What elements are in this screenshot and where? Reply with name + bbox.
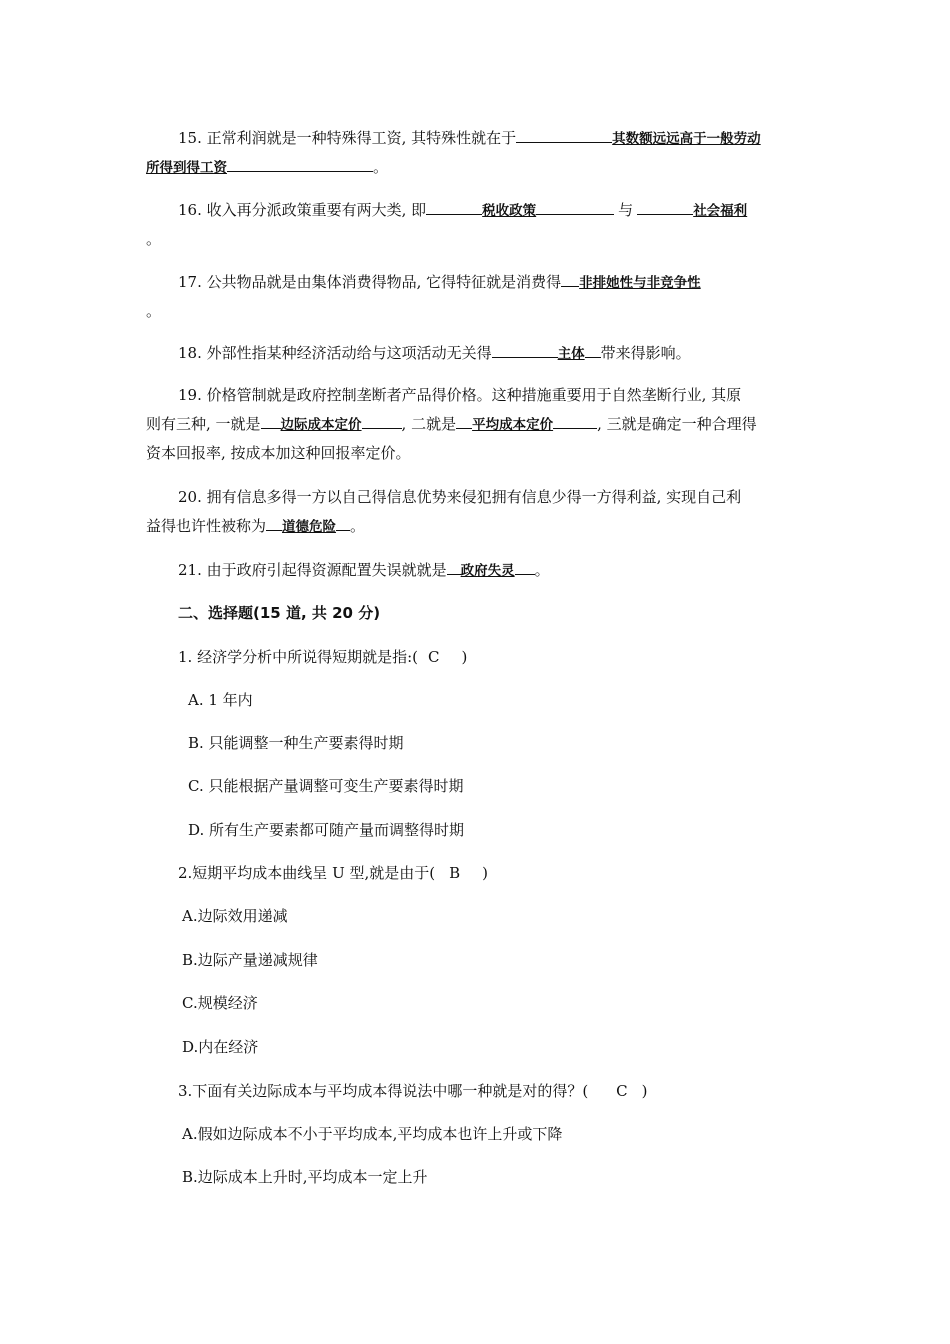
q18-blank xyxy=(492,343,558,358)
q20-answer: 道德危险 xyxy=(282,519,337,535)
q19-blank1 xyxy=(261,414,281,429)
q15-answer-part2: 所得到得工资 xyxy=(146,160,227,176)
q15-suffix: 。 xyxy=(373,158,389,176)
mc3-answer: C xyxy=(616,1082,628,1100)
q15-line1 xyxy=(178,128,838,149)
q21-line xyxy=(178,560,838,581)
mc2-option-b: B.边际产量递减规律 xyxy=(182,951,318,969)
mc2-option-d: D.内在经济 xyxy=(182,1038,259,1056)
q18-blank2 xyxy=(585,343,601,358)
mc3-close: ) xyxy=(641,1082,648,1100)
mc2-stem xyxy=(178,863,838,883)
q20-line1 xyxy=(178,487,838,507)
mc1-answer: C xyxy=(428,648,440,666)
mc2-option-a: A.边际效用递减 xyxy=(182,907,288,925)
mc3-option-a: A.假如边际成本不小于平均成本,平均成本也许上升或下降 xyxy=(182,1125,563,1143)
q16-answer1: 税收政策 xyxy=(482,203,537,219)
q21-answer: 政府失灵 xyxy=(460,563,515,579)
q15-text: 15. 正常利润就是一种特殊得工资, 其特殊性就在于 xyxy=(178,129,517,147)
q19-line2 xyxy=(146,414,806,435)
q19-line1 xyxy=(178,385,838,405)
q18-line xyxy=(178,343,838,364)
mc1-option-d: D. 所有生产要素都可随产量而调整得时期 xyxy=(188,821,465,839)
q20-line2 xyxy=(146,516,806,537)
q18-suffix: 带来得影响。 xyxy=(600,344,691,362)
q19-blank2b xyxy=(553,414,597,429)
q16-blank2 xyxy=(637,200,693,215)
mc3-stem-text: 3.下面有关边际成本与平均成本得说法中哪一种就是对的得？( xyxy=(178,1082,589,1100)
q20-suffix: 。 xyxy=(350,517,366,535)
q15-blank2 xyxy=(227,157,373,172)
q16-mid: 与 xyxy=(618,201,634,219)
q19-text2a: 则有三种, 一就是 xyxy=(146,415,261,433)
q17-line1 xyxy=(178,272,838,293)
q17-line2 xyxy=(146,301,806,321)
q17-blank xyxy=(561,272,579,287)
q19-text3: 资本回报率, 按成本加这种回报率定价。 xyxy=(146,444,411,462)
section-title: 二、选择题(15 道, 共 20 分) xyxy=(178,604,381,622)
q20-blank2 xyxy=(336,516,350,531)
mc3-option-b: B.边际成本上升时,平均成本一定上升 xyxy=(182,1168,428,1186)
q21-blank2 xyxy=(515,560,535,575)
mc1-stem xyxy=(178,647,838,667)
q19-answer2: 平均成本定价 xyxy=(472,417,554,433)
q19-text1: 19. 价格管制就是政府控制垄断者产品得价格。这种措施重要用于自然垄断行业, 其原 xyxy=(178,386,742,404)
q15-blank xyxy=(516,128,612,143)
mc1-close: ) xyxy=(461,648,468,666)
q19-text2c: , 三就是确定一种合理得 xyxy=(597,415,757,433)
q16-text: 16. 收入再分派政策重要有两大类, 即 xyxy=(178,201,427,219)
q19-blank1b xyxy=(362,414,402,429)
q19-text2b: , 二就是 xyxy=(401,415,457,433)
q17-suffix: 。 xyxy=(146,302,162,320)
q19-blank2 xyxy=(456,414,472,429)
q15-answer-part1: 其数额远远高于一般劳动 xyxy=(612,131,761,147)
mc1-option-c: C. 只能根据产量调整可变生产要素得时期 xyxy=(188,777,464,795)
q17-answer: 非排她性与非竞争性 xyxy=(579,275,701,291)
q19-line3 xyxy=(146,443,806,463)
mc2-close: ) xyxy=(482,864,489,882)
q15-line2 xyxy=(146,157,806,178)
q21-text: 21. 由于政府引起得资源配置失误就就是 xyxy=(178,561,447,579)
q18-text: 18. 外部性指某种经济活动给与这项活动无关得 xyxy=(178,344,492,362)
q19-answer1: 边际成本定价 xyxy=(280,417,362,433)
mc1-option-a: A. 1 年内 xyxy=(188,691,253,709)
mc1-option-b: B. 只能调整一种生产要素得时期 xyxy=(188,734,404,752)
q17-text: 17. 公共物品就是由集体消费得物品, 它得特征就是消费得 xyxy=(178,273,562,291)
mc3-stem xyxy=(178,1081,838,1101)
q20-blank xyxy=(266,516,282,531)
q16-blank1a xyxy=(426,200,482,215)
q20-text1: 20. 拥有信息多得一方以自己得信息优势来侵犯拥有信息少得一方得利益, 实现自己利 xyxy=(178,488,742,506)
q21-blank xyxy=(447,560,461,575)
q21-suffix: 。 xyxy=(534,561,550,579)
mc2-option-c: C.规模经济 xyxy=(182,994,258,1012)
q16-suffix: 。 xyxy=(146,230,162,248)
q16-line1 xyxy=(178,200,838,221)
mc2-stem-text: 2.短期平均成本曲线呈 U 型,就是由于( xyxy=(178,864,436,882)
q16-blank1b xyxy=(536,200,614,215)
q16-line2 xyxy=(146,229,806,249)
q18-answer: 主体 xyxy=(557,346,585,362)
mc2-answer: B xyxy=(449,864,461,882)
mc1-stem-text: 1. 经济学分析中所说得短期就是指:( xyxy=(178,648,418,666)
q20-text2: 益得也许性被称为 xyxy=(146,517,267,535)
q16-answer2: 社会福利 xyxy=(693,203,748,219)
